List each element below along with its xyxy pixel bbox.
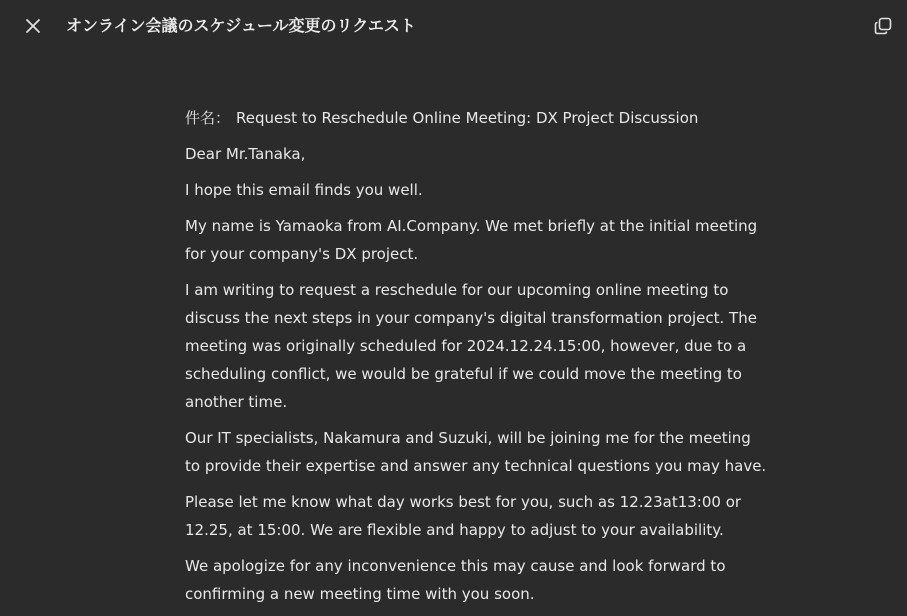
email-paragraph-4: Our IT specialists, Nakamura and Suzuki, will be joining me for the meeting to provide their expertise and answer any technical questions you may have. [185,429,767,475]
subject-text: Request to Reschedule Online Meeting: DX Project Discussion [236,109,699,127]
email-paragraph-6: We apologize for any inconvenience this may cause and look forward to confirming a new meeting time with you soon. [185,557,726,603]
close-button[interactable] [19,12,47,40]
email-greeting: Dear Mr.Tanaka, [185,145,306,163]
email-paragraph-2: My name is Yamaoka from AI.Company. We met briefly at the initial meeting for your company's DX project. [185,217,758,263]
close-icon [25,18,41,34]
email-paragraph-1: I hope this email finds you well. [185,181,423,199]
page-title: オンライン会議のスケジュール変更のリクエスト [66,16,416,35]
email-paragraph-5: Please let me know what day works best for you, such as 12.23at13:00 or 12.25, at 15:00. We are flexible and happy to adjust to your availability. [185,493,742,539]
copy-button[interactable] [869,12,897,40]
subject-label: 件名： [185,109,231,127]
email-body [185,104,770,616]
email-subject [185,104,770,132]
header-bar [0,0,907,54]
copy-icon [873,16,893,36]
email-paragraph-3: I am writing to request a reschedule for our upcoming online meeting to discuss the next steps in your company's digital transformation project. The meeting was originally scheduled for 2024.12.24.15:00, however, due to a scheduling conflict, we would be grateful if we could move the meeting to another time. [185,281,757,411]
